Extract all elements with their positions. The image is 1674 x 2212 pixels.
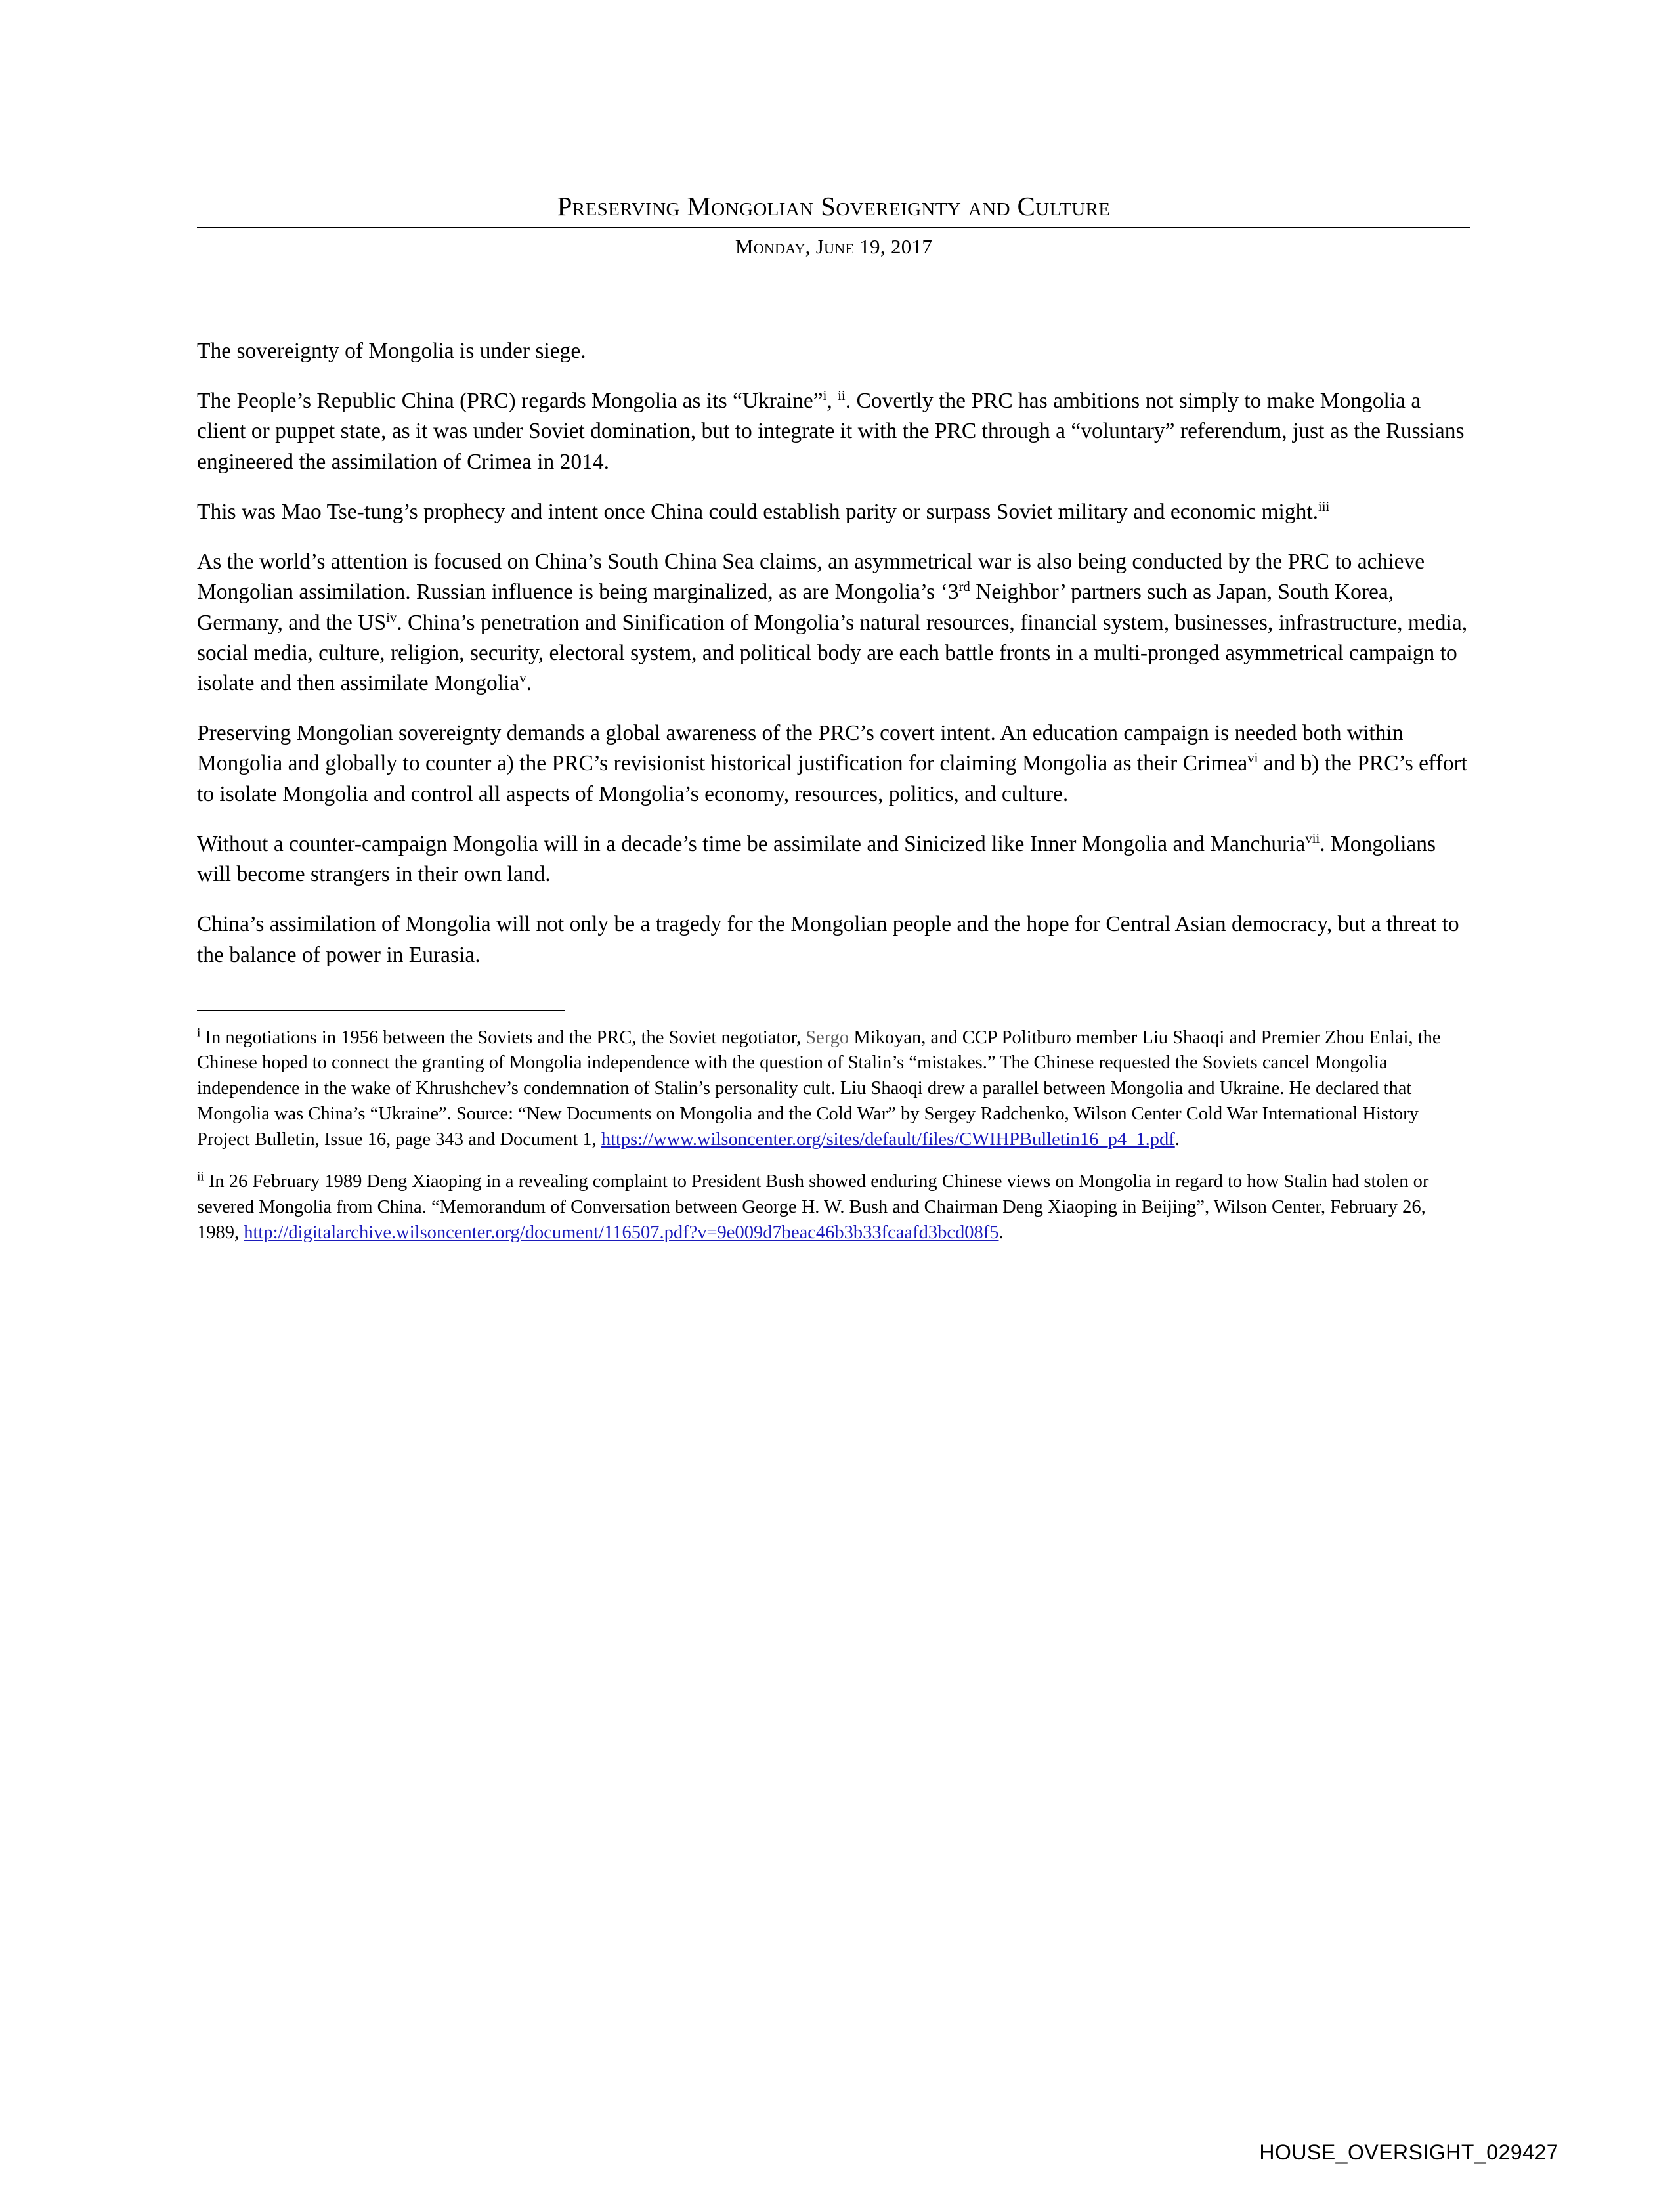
paragraph-3 (197, 497, 1470, 527)
footnote-1 (197, 1026, 1470, 1153)
footnote-2-text-a: In 26 February 1989 Deng Xiaoping in a revealing complaint to President Bush showed enduring Chinese views on Mongolia in regard to how Stalin had stolen or severed Mongolia from China. “Memorandum of Conversation between George H. W. Bush and Chairman Deng Xiaoping in Beijing”, Wilson Center, February 26, 1989, (197, 1171, 1429, 1243)
document-date: Monday, June 19, 2017 (735, 235, 933, 258)
footnote-ref-vii[interactable]: vii (1305, 831, 1320, 846)
page-title: Preserving Mongolian Sovereignty and Culture (557, 191, 1111, 221)
footnote-ref-ii[interactable]: ii (838, 388, 846, 404)
footnote-ref-iv[interactable]: iv (386, 609, 397, 625)
paragraph-5-text-b: and b) the PRC’s effort to isolate Mongolia and control all aspects of Mongolia’s economy, resources, politics, and culture. (197, 751, 1467, 806)
footnote-ref-iii[interactable]: iii (1318, 498, 1330, 514)
bates-stamp: HOUSE_OVERSIGHT_029427 (1259, 2140, 1558, 2164)
footnote-1-text-end: . (1174, 1129, 1180, 1150)
footnote-1-marker: i (197, 1026, 201, 1040)
footnote-1-text-a: In negotiations in 1956 between the Soviets and the PRC, the Soviet negotiator, (200, 1027, 806, 1048)
paragraph-2-text-a: The People’s Republic China (PRC) regards Mongolia as its “Ukraine” (197, 389, 823, 414)
document-content (197, 190, 1470, 1263)
title-divider (197, 227, 1470, 228)
paragraph-1-text: The sovereignty of Mongolia is under siege. (197, 339, 586, 363)
paragraph-6 (197, 829, 1470, 890)
paragraph-4-text-a: As the world’s attention is focused on China’s South China Sea claims, an asymmetrical war is also being conducted by the PRC to achieve Mongolian assimilation. Russian influence is being marginalized, as are Mongolia’s ‘3 (197, 550, 1425, 605)
paragraph-4-text-b: Neighbor’ partners such as Japan, South Korea, Germany, and the US (197, 580, 1394, 635)
footnote-2-link[interactable]: http://digitalarchive.wilsoncenter.org/document/116507.pdf?v=9e009d7beac46b3b33fcaafd3bcd08f5 (244, 1222, 999, 1243)
paragraph-5 (197, 718, 1470, 810)
document-header (197, 190, 1470, 259)
footnote-2 (197, 1169, 1470, 1246)
paragraph-6-text-b: . Mongolians will become strangers in their own land. (197, 831, 1436, 887)
footnote-1-link[interactable]: https://www.wilsoncenter.org/sites/default/files/CWIHPBulletin16_p4_1.pdf (601, 1129, 1175, 1150)
paragraph-3-text: This was Mao Tse-tung’s prophecy and intent once China could establish parity or surpass Soviet military and economic might. (197, 499, 1319, 524)
paragraph-1 (197, 336, 1470, 366)
footnote-1-name-highlight: Sergo (805, 1027, 849, 1048)
paragraph-2-text-b: . Covertly the PRC has ambitions not simply to make Mongolia a client or puppet state, as it was under Soviet domination, but to integrate it with the PRC through a “voluntary” referendum, just as the Russians engineered the assimilation of Crimea in 2014. (197, 389, 1465, 474)
footnote-1-text-b: Mikoyan, and CCP Politburo member Liu Shaoqi and Premier Zhou Enlai, the Chinese hoped to connect the granting of Mongolia independence with the question of Stalin’s “mistakes.” The Chinese requested the Soviets cancel Mongolia independence in the wake of Khrushchev’s condemnation of Stalin’s personality cult. Liu Shaoqi drew a parallel between Mongolia and Ukraine. He declared that Mongolia was China’s “Ukraine”. Source: “New Documents on Mongolia and the Cold War” by Sergey Radchenko, Wilson Center Cold War International History Project Bulletin, Issue 16, page 343 and Document 1, (197, 1027, 1441, 1150)
document-body (197, 336, 1470, 970)
footnotes-section (197, 1026, 1470, 1246)
footnote-2-text-end: . (998, 1222, 1004, 1243)
paragraph-4 (197, 547, 1470, 699)
paragraph-4-text-c: . China’s penetration and Sinification of Mongolia’s natural resources, financial system, businesses, infrastructure, media, social media, culture, religion, security, electoral system, and political body are each battle fronts in a multi-pronged asymmetrical campaign to isolate and then assimilate Mongolia (197, 610, 1468, 695)
footnote-ref-i[interactable]: i (823, 388, 827, 404)
paragraph-7-text: China’s assimilation of Mongolia will not only be a tragedy for the Mongolian people and the hope for Central Asian democracy, but a threat to the balance of power in Eurasia. (197, 912, 1459, 967)
footnote-ref-vi[interactable]: vi (1247, 750, 1258, 766)
paragraph-2 (197, 386, 1470, 477)
paragraph-7 (197, 909, 1470, 970)
paragraph-2-text-mid: , (826, 389, 838, 414)
footnote-separator (197, 1010, 565, 1011)
paragraph-5-text-a: Preserving Mongolian sovereignty demands a global awareness of the PRC’s covert intent. An education campaign is needed both within Mongolia and globally to counter a) the PRC’s revisionist historical justification for claiming Mongolia as their Crimea (197, 721, 1404, 776)
ordinal-suffix-rd: rd (958, 579, 970, 595)
footnote-2-marker: ii (197, 1169, 204, 1184)
paragraph-6-text-a: Without a counter-campaign Mongolia will in a decade’s time be assimilate and Sinicized like Inner Mongolia and Manchuria (197, 831, 1306, 856)
footnote-ref-v[interactable]: v (519, 670, 526, 685)
paragraph-4-text-d: . (526, 670, 532, 695)
